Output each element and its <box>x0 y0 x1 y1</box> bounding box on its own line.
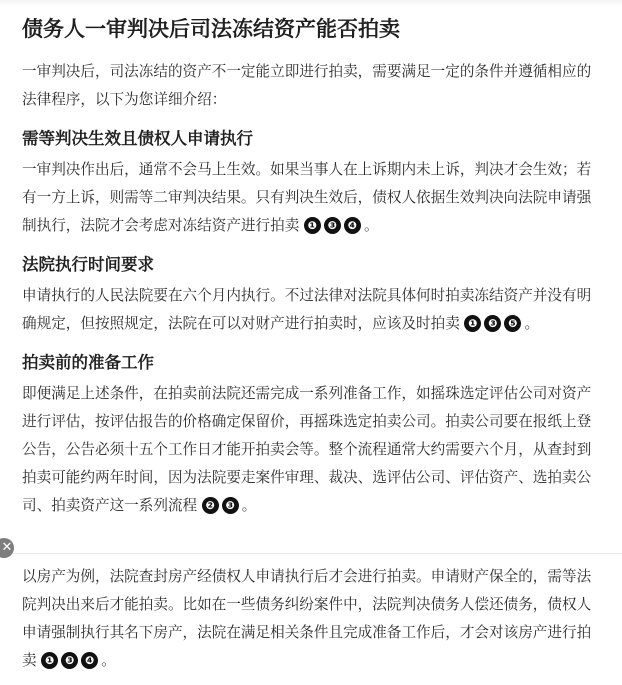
section-text: 即便满足上述条件，在拍卖前法院还需完成一系列准备工作，如摇珠选定评估公司对资产进行评估，按评估报告的价格确定保留价，再摇珠选定拍卖公司。拍卖公司要在报纸上登公告，公告必须十五个工作日才能开拍卖会等。整个流程通常大约需要六个月，从查封到拍卖可能约两年时间，因为法院要走案件审理、裁决、选评估公司、评估资产、选拍卖公司、拍卖资产这一系列流程 <box>22 385 592 514</box>
intro-paragraph: 一审判决后，司法冻结的资产不一定能立即进行拍卖，需要满足一定的条件并遵循相应的法律程序，以下为您详细介绍： <box>22 63 592 108</box>
citation-badge[interactable]: ❸ <box>484 315 501 332</box>
citation-badge[interactable]: ❶ <box>464 315 481 332</box>
sentence-period: 。 <box>241 497 257 514</box>
section-text: 申请执行的人民法院要在六个月内执行。不过法律对法院具体何时拍卖冻结资产并没有明确规定，但按照规定，法院在可以对财产进行拍卖时，应该及时拍卖 <box>22 287 592 332</box>
citation-badge[interactable]: ❹ <box>81 652 98 669</box>
section-body-execution-time <box>22 282 592 338</box>
citation-badge[interactable]: ❸ <box>222 497 239 514</box>
citation-badge[interactable]: ❶ <box>41 652 58 669</box>
citation-badge[interactable]: ❸ <box>61 652 78 669</box>
sentence-period: 。 <box>101 652 116 669</box>
citation-badge[interactable]: ❹ <box>344 217 361 234</box>
section-heading-effective-judgment: 需等判决生效且债权人申请执行 <box>22 129 253 148</box>
top-divider <box>0 0 622 6</box>
citation-badge[interactable]: ❸ <box>324 217 341 234</box>
section-divider <box>0 553 622 554</box>
citation-badge[interactable]: ❺ <box>504 315 521 332</box>
sentence-period: 。 <box>524 315 540 332</box>
example-text: 以房产为例，法院查封房产经债权人申请执行后才会进行拍卖。申请财产保全的，需等法院判决出来后才能拍卖。比如在一些债务纠纷案件中，法院判决债务人偿还债务，债权人申请强制执行其名下房产，法院在满足相关条件且完成准备工作后，才会对该房产进行拍卖 <box>22 568 592 669</box>
close-icon: ✕ <box>1 540 13 555</box>
section-body-preparation <box>22 380 592 520</box>
sentence-period: 。 <box>363 217 379 234</box>
close-button[interactable] <box>0 538 14 558</box>
article-title: 债务人一审判决后司法冻结资产能否拍卖 <box>22 17 400 41</box>
section-heading-execution-time: 法院执行时间要求 <box>22 255 154 274</box>
example-paragraph <box>22 563 592 675</box>
section-text: 一审判决作出后，通常不会马上生效。如果当事人在上诉期内未上诉，判决才会生效；若有一方上诉，则需等二审判决结果。只有判决生效后，债权人依据生效判决向法院申请强制执行，法院才会考虑对冻结资产进行拍卖 <box>22 161 592 234</box>
article-content <box>22 14 592 532</box>
section-body-effective-judgment <box>22 156 592 240</box>
section-heading-preparation: 拍卖前的准备工作 <box>22 353 154 372</box>
citation-badge[interactable]: ❶ <box>304 217 321 234</box>
citation-badge[interactable]: ❷ <box>202 497 219 514</box>
